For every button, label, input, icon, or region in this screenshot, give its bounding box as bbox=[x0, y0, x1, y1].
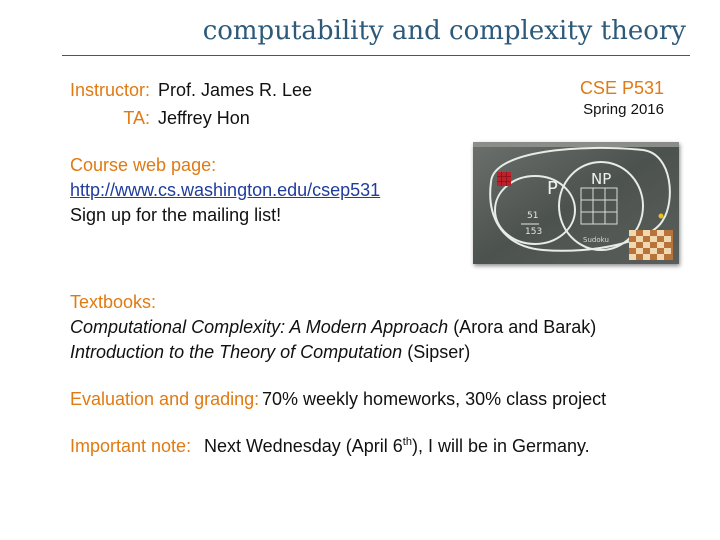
textbook-2-title: Introduction to the Theory of Computation bbox=[70, 342, 403, 362]
chalk-np-label: NP bbox=[591, 170, 612, 188]
web-page-label: Course web page: bbox=[70, 155, 217, 175]
textbook-1-authors: (Arora and Barak) bbox=[448, 317, 597, 337]
important-note-text bbox=[204, 436, 590, 457]
slide-title: computability and complexity theory bbox=[202, 16, 686, 46]
evaluation-text: 70% weekly homeworks, 30% class project bbox=[262, 389, 607, 409]
textbooks-label: Textbooks: bbox=[70, 292, 157, 312]
evaluation-label: Evaluation and grading: bbox=[70, 389, 260, 409]
chalkboard-photo bbox=[473, 142, 679, 264]
ta-name: Jeffrey Hon bbox=[158, 108, 250, 128]
note-text-end: ), I will be in Germany. bbox=[411, 436, 590, 456]
chalk-number-2: 153 bbox=[525, 227, 543, 237]
important-note-label: Important note: bbox=[70, 436, 192, 456]
course-term: Spring 2016 bbox=[583, 101, 664, 118]
course-code: CSE P531 bbox=[579, 78, 664, 98]
textbook-2-authors: (Sipser) bbox=[402, 342, 471, 362]
instructor-name: Prof. James R. Lee bbox=[158, 80, 313, 100]
chalk-p-label: P bbox=[547, 178, 558, 199]
course-web-link[interactable]: http://www.cs.washington.edu/csep531 bbox=[70, 180, 381, 200]
mailing-list-note: Sign up for the mailing list! bbox=[70, 205, 282, 225]
note-text-start: Next Wednesday (April 6 bbox=[204, 436, 403, 456]
ta-label: TA: bbox=[123, 108, 150, 128]
textbook-1 bbox=[70, 317, 596, 338]
textbook-1-title: Computational Complexity: A Modern Approach bbox=[70, 317, 449, 337]
chalk-number-1: 51 bbox=[527, 211, 539, 221]
title-divider bbox=[62, 55, 690, 56]
chalkboard-image bbox=[473, 142, 679, 264]
note-superscript: th bbox=[402, 436, 412, 448]
instructor-label: Instructor: bbox=[69, 80, 150, 100]
course-info bbox=[580, 78, 664, 118]
chalk-sudoku-label: Sudoku bbox=[583, 236, 609, 244]
textbook-2 bbox=[70, 342, 470, 363]
